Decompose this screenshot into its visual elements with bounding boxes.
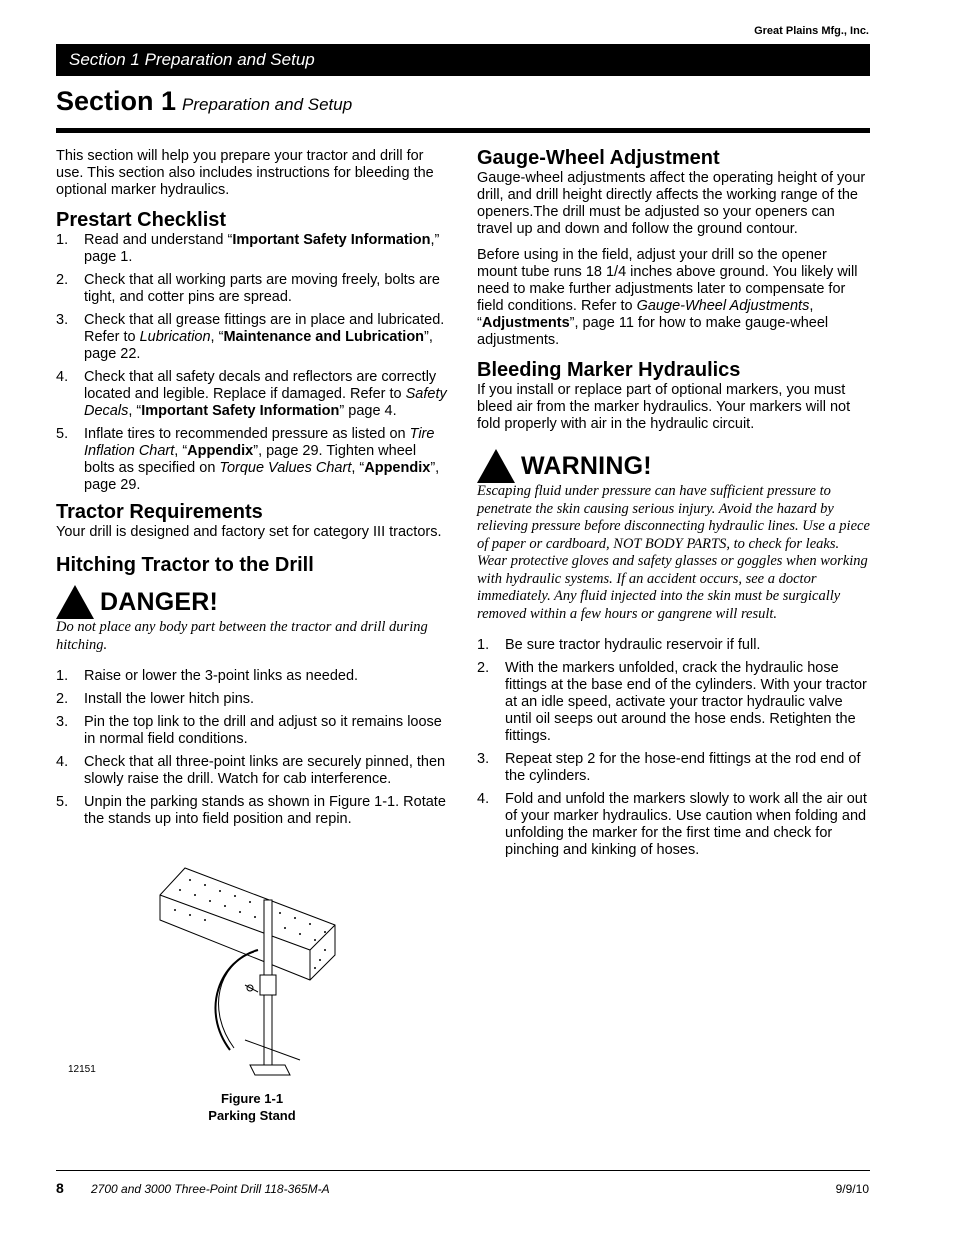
hitching-heading: Hitching Tractor to the Drill [56, 554, 314, 576]
footer-rule [56, 1170, 870, 1171]
prestart-heading: Prestart Checklist [56, 209, 227, 231]
gauge-heading: Gauge-Wheel Adjustment [477, 147, 720, 169]
list-item: 4. Check that all three-point links are securely pinned, then slowly raise the drill. Watch for cab interference. [56, 754, 446, 787]
warning-icon [477, 449, 515, 483]
warning-text: Escaping fluid under pressure can have sufficient pressure to penetrate the skin causing serious injury. Avoid the hazard by relieving pressure before disconnecting hydraulic lines. Use a piece of paper or cardboard, NOT BODY PARTS, to check for leaks. Wear protective gloves and safety glasses or goggles when working with hydraulic systems. If an accident occurs, see a doctor immediately. Any fluid injected into the skin must be surgically removed within a few hours or gangrene will result. [477, 483, 870, 622]
section-banner: Section 1 Preparation and Setup [56, 44, 870, 76]
figure-caption-number: Figure 1-1 [220, 1091, 284, 1106]
parking-stand-illustration [150, 860, 340, 1090]
tractor-text: Your drill is designed and factory set for category III tractors. [56, 524, 442, 540]
figure-caption-title: Parking Stand [208, 1108, 296, 1123]
bleeding-heading: Bleeding Marker Hydraulics [477, 359, 741, 381]
gauge-text-2: Before using in the field, adjust your drill so the opener mount tube runs 18 1/4 inches above ground. You likely will need to make further adjustments later to compensate for field conditions. Refer to Gauge-Wheel Adjustments, “Adjustments”, page 11 for how to make gauge-wheel adjustments. [477, 247, 858, 348]
danger-text: Do not place any body part between the tractor and drill during hitching. [56, 619, 428, 653]
right-column [477, 146, 870, 865]
danger-header [56, 585, 448, 619]
list-item: 1. Read and understand “Important Safety Information,” page 1. [56, 232, 440, 265]
document-title: 2700 and 3000 Three-Point Drill 118-365M-A [91, 1182, 330, 1196]
prestart-list [56, 232, 448, 494]
list-item: 3. Check that all grease fittings are in place and lubricated. Refer to Lubrication, “Maintenance and Lubrication”, page 22. [56, 312, 445, 362]
hitching-list [56, 668, 448, 828]
section-name: Preparation and Setup [182, 95, 353, 114]
danger-icon [56, 585, 94, 619]
figure-caption [190, 1090, 314, 1124]
warning-label: WARNING! [521, 451, 652, 480]
company-name: Great Plains Mfg., Inc. [754, 25, 869, 37]
list-item: 5. Unpin the parking stands as shown in Figure 1-1. Rotate the stands up into field position and repin. [56, 794, 446, 827]
bleeding-list [477, 637, 870, 859]
list-item: 2. Check that all working parts are moving freely, bolts are tight, and cotter pins are spread. [56, 272, 440, 305]
list-item: 3. Pin the top link to the drill and adjust so it remains loose in normal field conditions. [56, 714, 442, 747]
section-title [56, 86, 870, 133]
list-item: 1. Be sure tractor hydraulic reservoir if full. [477, 637, 761, 653]
list-item: 1. Raise or lower the 3-point links as needed. [56, 668, 359, 684]
list-item: 2. With the markers unfolded, crack the hydraulic hose fittings at the base end of the cylinders. With your tractor at an idle speed, activate your tractor hydraulic valve until oil seeps out around the hose ends. Retighten the fittings. [477, 660, 867, 744]
intro-text: This section will help you prepare your tractor and drill for use. This section also includes instructions for bleeding the optional marker hydraulics. [56, 148, 434, 198]
warning-header [477, 449, 870, 483]
list-item: 2. Install the lower hitch pins. [56, 691, 255, 707]
left-column [56, 148, 448, 834]
document-date: 9/9/10 [835, 1182, 869, 1196]
list-item: 4. Check that all safety decals and reflectors are correctly located and legible. Replace if damaged. Refer to Safety Decals, “Important Safety Information” page 4. [56, 369, 447, 419]
danger-label: DANGER! [100, 587, 219, 616]
section-number: Section 1 [56, 86, 177, 116]
bleeding-text: If you install or replace part of optional markers, you must bleed air from the marker hydraulics. Your markers will not fold properly with air in the hydraulic circuit. [477, 382, 851, 432]
page-number: 8 [56, 1180, 64, 1196]
tractor-heading: Tractor Requirements [56, 501, 263, 523]
list-item: 4. Fold and unfold the markers slowly to work all the air out of your marker hydraulics. Use caution when folding and unfolding the marker for the first time and check for pinching and kinking of hoses. [477, 791, 867, 858]
gauge-text-1: Gauge-wheel adjustments affect the operating height of your drill, and drill height directly affects the working range of the openers.The drill must be adjusted so your openers can travel up and down and follow the ground contour. [477, 170, 866, 237]
list-item: 5. Inflate tires to recommended pressure as listed on Tire Inflation Chart, “Appendix”, page 29. Tighten wheel bolts as specified on Torque Values Chart, “Appendix”, page 29. [56, 426, 440, 493]
list-item: 3. Repeat step 2 for the hose-end fittings at the rod end of the cylinders. [477, 751, 861, 784]
figure-number: 12151 [68, 1064, 96, 1075]
